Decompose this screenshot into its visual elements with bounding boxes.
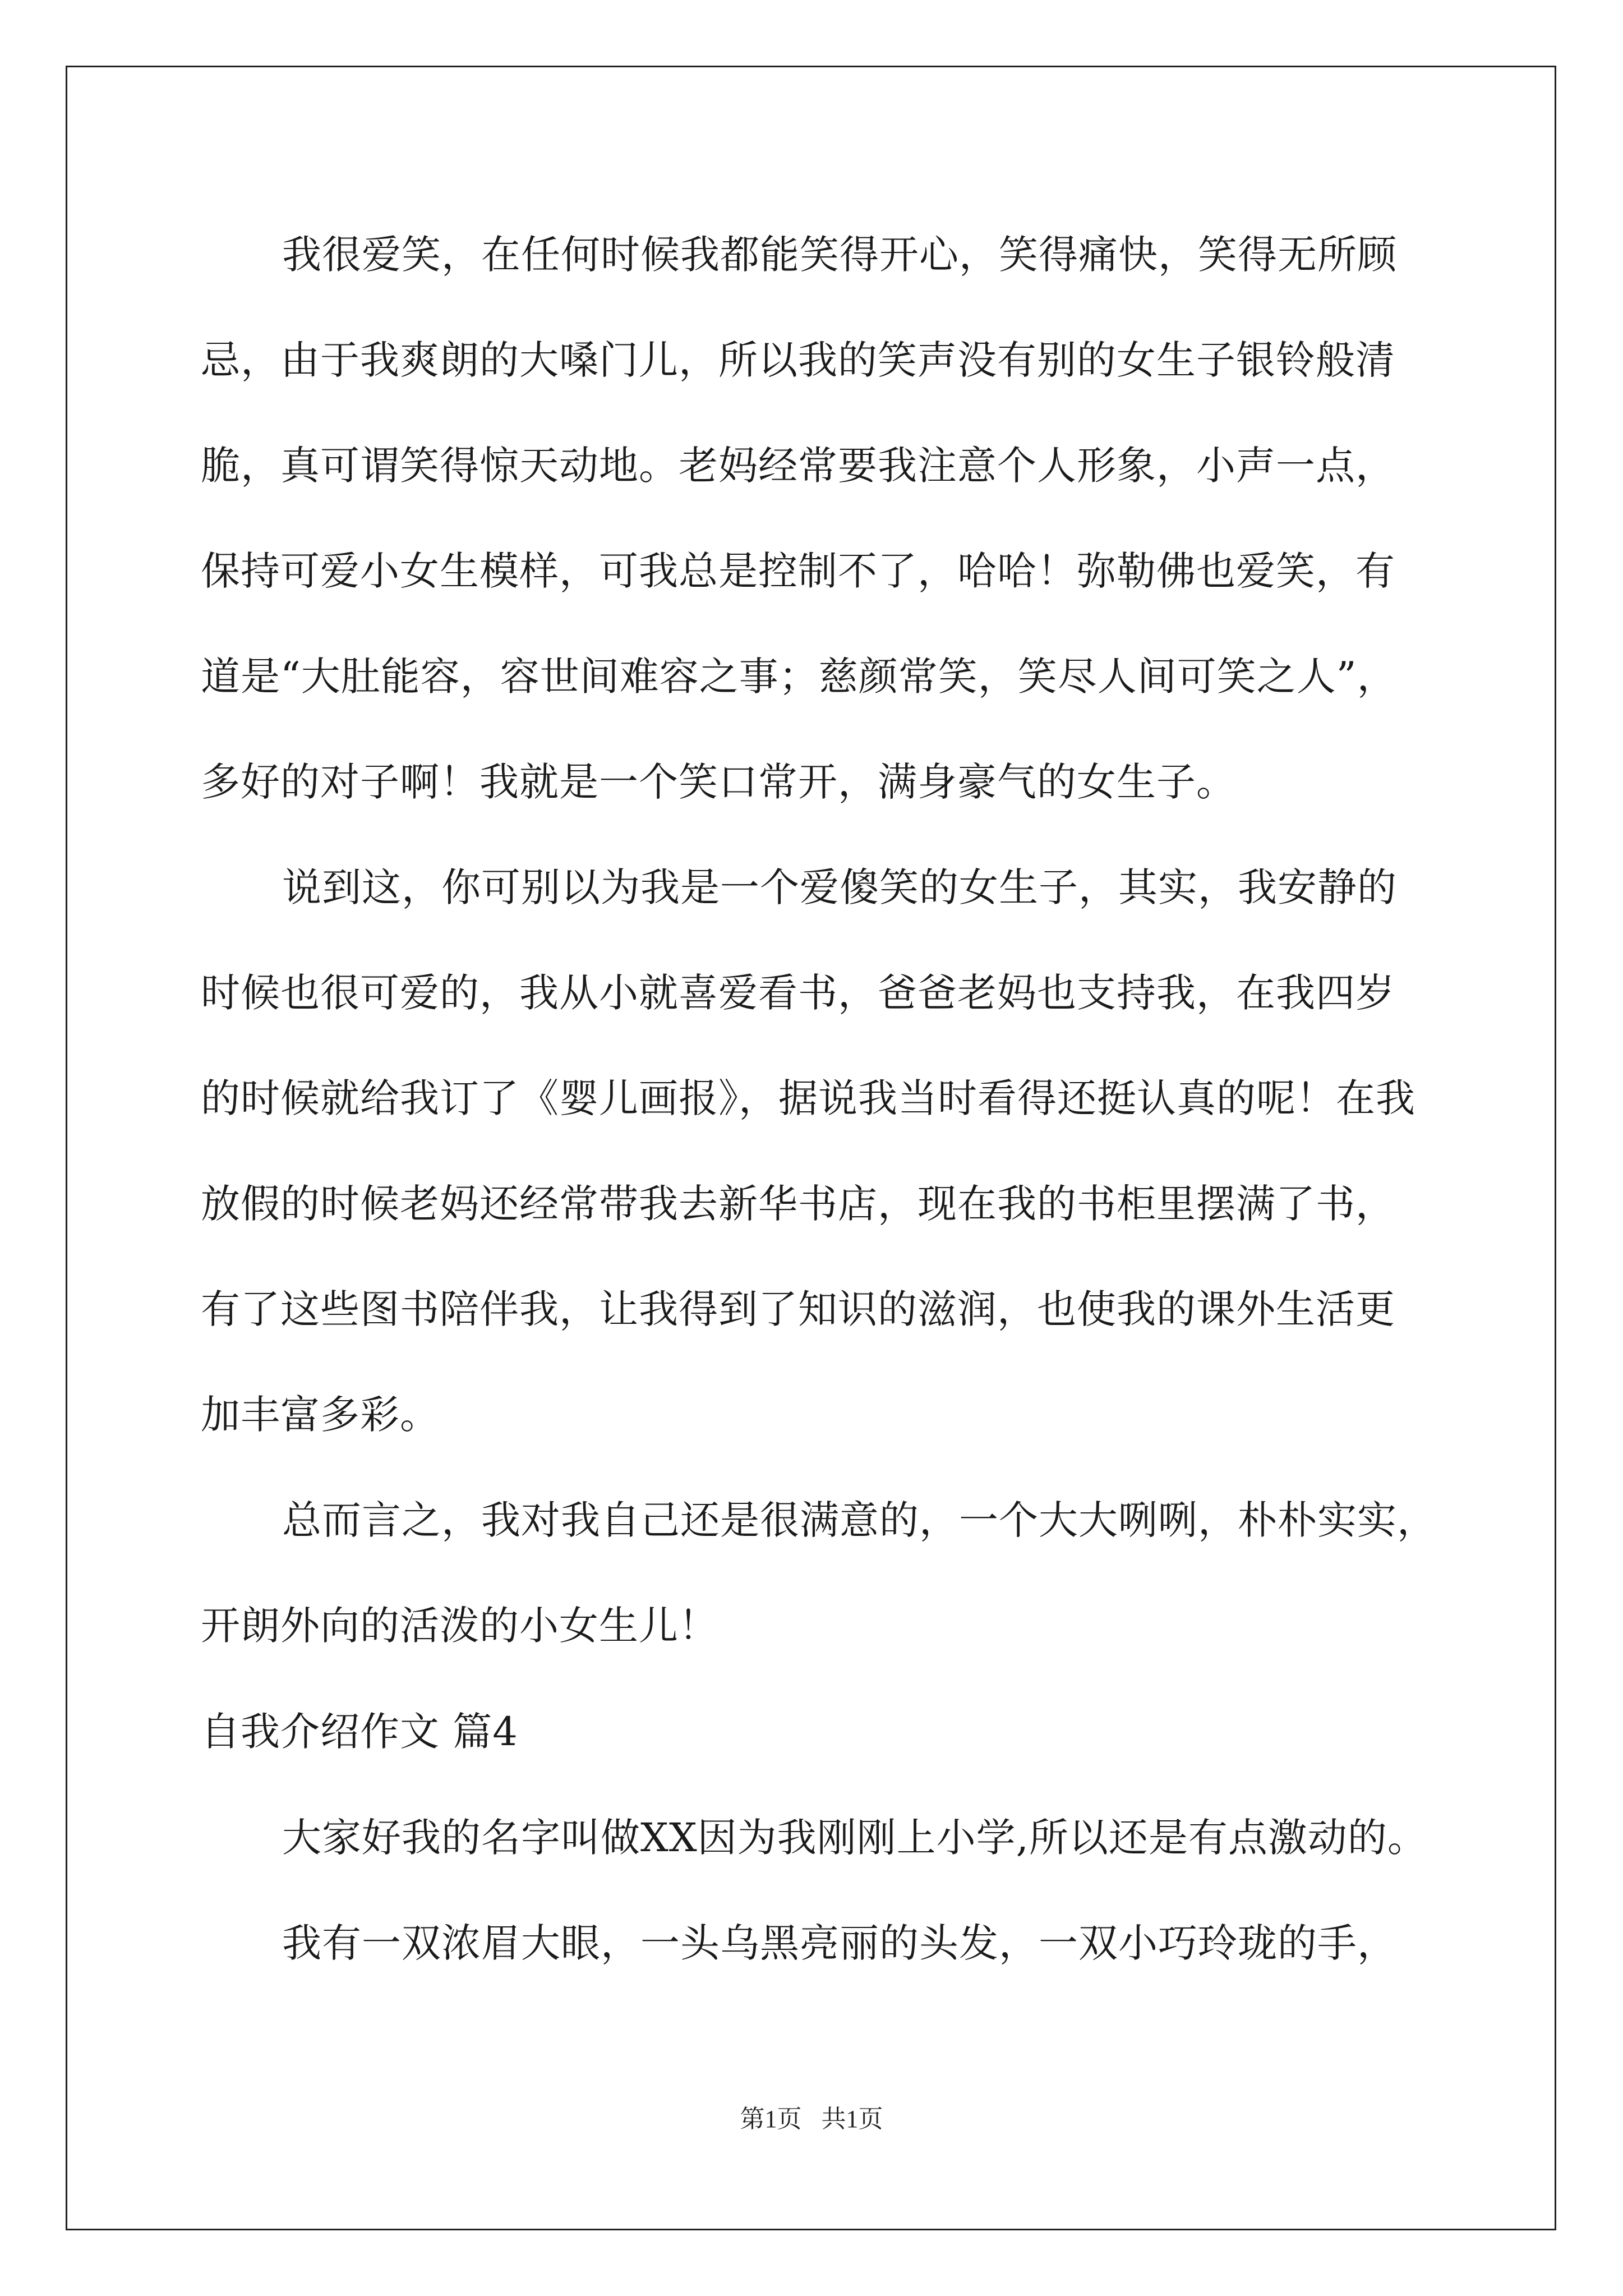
paragraph-line: 的时候就给我订了《婴儿画报》，据说我当时看得还挺认真的呢！在我 [201,1075,1415,1121]
paragraph-line: 放假的时候老妈还经常带我去新华书店，现在我的书柜里摆满了书， [201,1181,1395,1227]
page-total: 共1页 [821,2105,883,2133]
paragraph-line: 时候也很可爱的，我从小就喜爱看书，爸爸老妈也支持我，在我四岁 [201,970,1395,1016]
paragraph-line: 说到这，你可别以为我是一个爱傻笑的女生子，其实，我安静的 [282,864,1397,910]
paragraph-line: 加丰富多彩。 [201,1392,440,1438]
paragraph-line: 保持可爱小女生模样，可我总是控制不了，哈哈！弥勒佛也爱笑，有 [201,548,1395,594]
paragraph-line: 大家好我的名字叫做XX因为我刚刚上小学,所以还是有点激动的。 [282,1815,1427,1861]
paragraph-line: 有了这些图书陪伴我，让我得到了知识的滋润，也使我的课外生活更 [201,1286,1395,1332]
section-heading: 自我介绍作文 篇4 [201,1709,518,1755]
document-body [201,202,1468,1996]
paragraph-5 [201,1890,1468,1996]
paragraph-line: 忌，由于我爽朗的大嗓门儿，所以我的笑声没有别的女生子银铃般清 [201,337,1395,383]
paragraph-2 [201,835,1468,1467]
paragraph-line: 我很爱笑，在任何时候我都能笑得开心，笑得痛快，笑得无所顾 [282,232,1397,278]
paragraph-line: 脆，真可谓笑得惊天动地。老妈经常要我注意个人形象，小声一点， [201,443,1395,489]
paragraph-1 [201,202,1468,835]
paragraph-line: 总而言之，我对我自己还是很满意的，一个大大咧咧，朴朴实实， [282,1497,1437,1543]
paragraph-line: 开朗外向的活泼的小女生儿！ [201,1603,718,1649]
paragraph-4 [201,1785,1468,1890]
paragraph-line: 道是“大肚能容，容世间难容之事；慈颜常笑，笑尽人间可笑之人”， [201,654,1397,700]
page-footer [0,2102,1623,2136]
paragraph-line: 多好的对子啊！我就是一个笑口常开，满身豪气的女生子。 [201,759,1236,805]
paragraph-line: 我有一双浓眉大眼，一头乌黑亮丽的头发，一双小巧玲珑的手， [282,1920,1397,1966]
page-number: 第1页 [740,2105,802,2133]
paragraph-3 [201,1467,1468,1678]
